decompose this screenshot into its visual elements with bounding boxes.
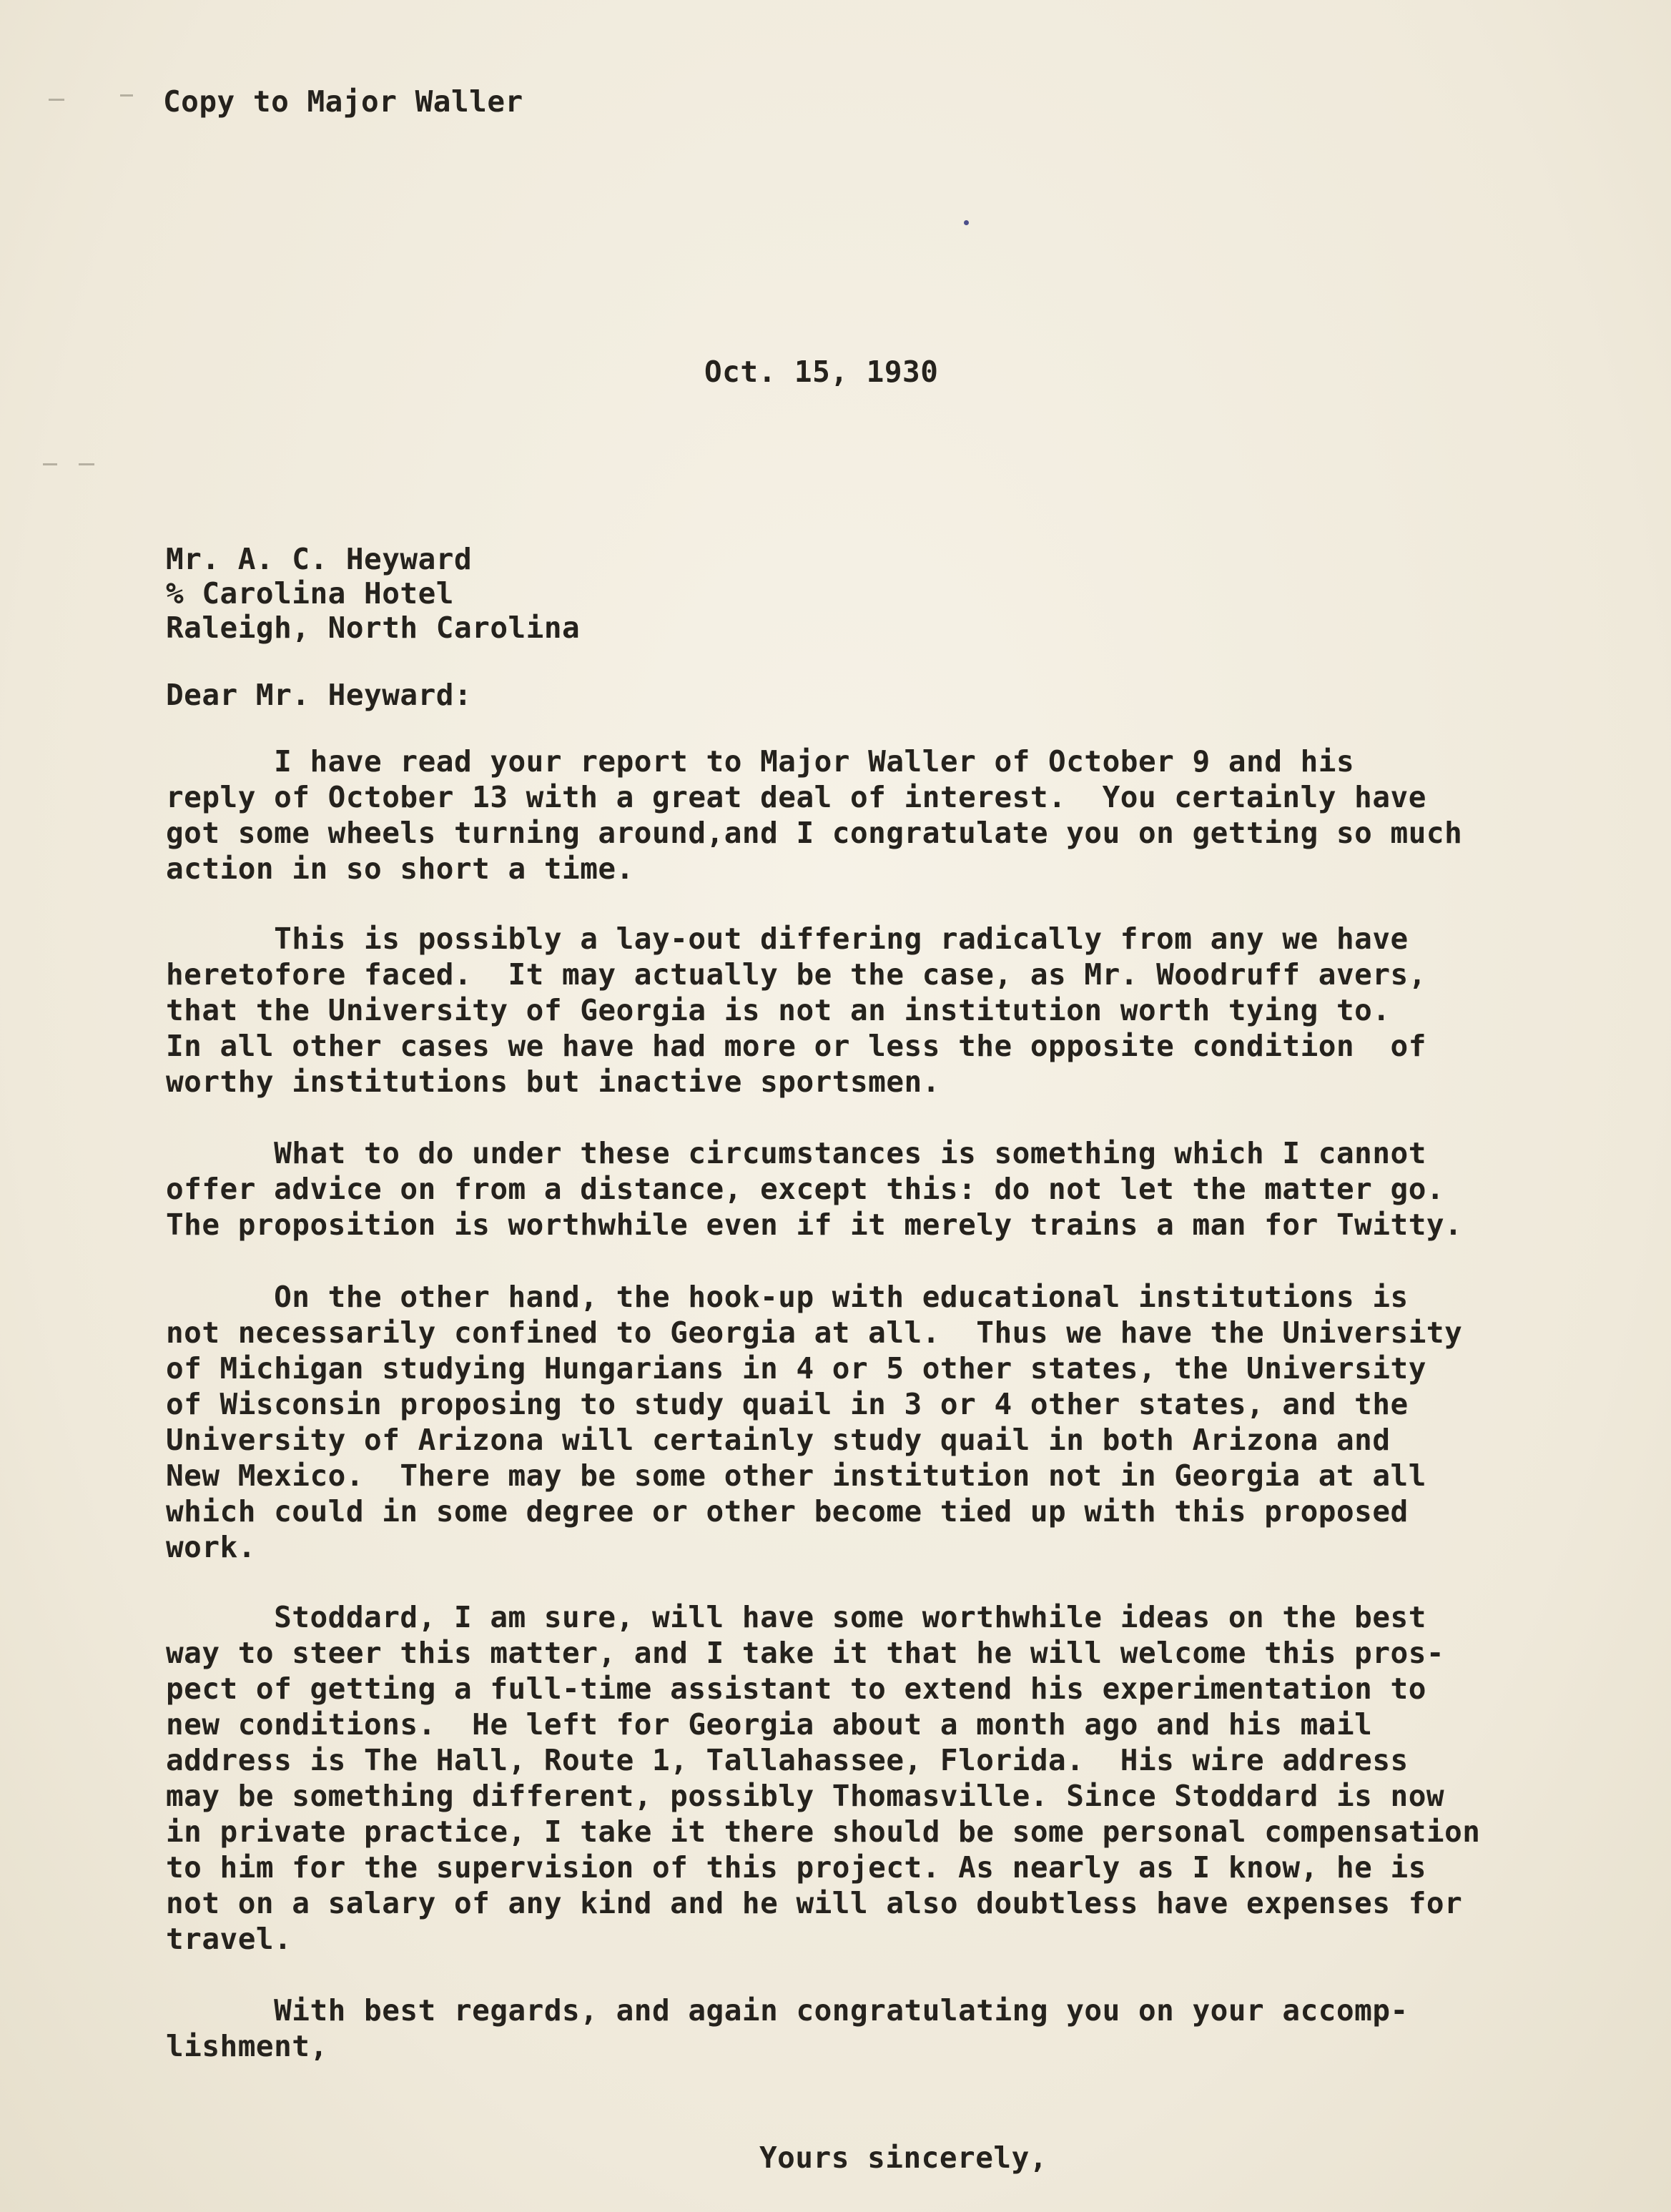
text-line: The proposition is worthwhile even if it merely trains a man for Twitty.: [166, 1208, 1463, 1242]
text-line: of Michigan studying Hungarians in 4 or 5 other states, the University: [166, 1351, 1426, 1386]
text-line: heretofore faced. It may actually be the case, as Mr. Woodruff avers,: [166, 957, 1426, 992]
text-line: that the University of Georgia is not an institution worth tying to.: [166, 993, 1391, 1027]
text-line: in private practice, I take it there should be some personal compensation: [166, 1814, 1481, 1849]
closing: Yours sincerely,: [759, 2141, 1048, 2175]
margin-mark: [49, 99, 64, 101]
text-line: may be something different, possibly Thomasville. Since Stoddard is now: [166, 1779, 1445, 1813]
paragraph-4: [166, 1280, 1510, 1569]
ink-dot: [964, 220, 969, 225]
paragraph-2: [166, 924, 1510, 1103]
address-line-name: Mr. A. C. Heyward: [166, 542, 473, 576]
text-line: This is possibly a lay-out differing radically from any we have: [166, 922, 1409, 956]
salutation: Dear Mr. Heyward:: [166, 678, 473, 712]
copy-note: Copy to Major Waller: [163, 84, 523, 119]
text-line: which could in some degree or other become tied up with this proposed: [166, 1494, 1409, 1529]
text-line: to him for the supervision of this project. As nearly as I know, he is: [166, 1850, 1426, 1885]
margin-mark: [43, 463, 57, 465]
text-line: reply of October 13 with a great deal of interest. You certainly have: [166, 780, 1426, 814]
text-line: got some wheels turning around,and I congratulate you on getting so much: [166, 816, 1463, 850]
text-line: With best regards, and again congratulating you on your accomp-: [166, 1993, 1409, 2028]
text-line: new conditions. He left for Georgia about a month ago and his mail: [166, 1707, 1373, 1742]
text-line: of Wisconsin proposing to study quail in 3 or 4 other states, and the: [166, 1387, 1409, 1421]
margin-mark: [120, 94, 133, 97]
text-line: work.: [166, 1530, 256, 1564]
paragraph-5: [166, 1600, 1510, 1960]
text-line: lishment,: [166, 2029, 328, 2063]
text-line: On the other hand, the hook-up with educational institutions is: [166, 1280, 1409, 1314]
text-line: worthy institutions but inactive sportsmen.: [166, 1065, 940, 1099]
address-line-city: Raleigh, North Carolina: [166, 611, 581, 645]
text-line: pect of getting a full-time assistant to extend his experimentation to: [166, 1672, 1426, 1706]
text-line: not on a salary of any kind and he will also doubtless have expenses for: [166, 1886, 1463, 1920]
text-line: Stoddard, I am sure, will have some worthwhile ideas on the best: [166, 1600, 1426, 1634]
paragraph-3: [166, 1136, 1510, 1246]
paragraph-1: [166, 744, 1510, 890]
text-line: New Mexico. There may be some other institution not in Georgia at all: [166, 1458, 1426, 1493]
text-line: way to steer this matter, and I take it that he will welcome this pros-: [166, 1636, 1445, 1670]
text-line: University of Arizona will certainly study quail in both Arizona and: [166, 1423, 1391, 1457]
text-line: I have read your report to Major Waller of October 9 and his: [166, 744, 1355, 779]
text-line: What to do under these circumstances is something which I cannot: [166, 1136, 1426, 1170]
paragraph-6: [166, 1993, 1510, 2068]
text-line: In all other cases we have had more or less the opposite condition of: [166, 1029, 1426, 1063]
margin-mark: [79, 463, 94, 465]
text-line: offer advice on from a distance, except this: do not let the matter go.: [166, 1172, 1445, 1206]
text-line: address is The Hall, Route 1, Tallahassee, Florida. His wire address: [166, 1743, 1409, 1777]
text-line: travel.: [166, 1922, 292, 1956]
text-line: not necessarily confined to Georgia at all. Thus we have the University: [166, 1315, 1463, 1350]
address-line-hotel: % Carolina Hotel: [166, 576, 454, 611]
text-line: action in so short a time.: [166, 851, 634, 886]
letter-date: Oct. 15, 1930: [704, 355, 939, 389]
